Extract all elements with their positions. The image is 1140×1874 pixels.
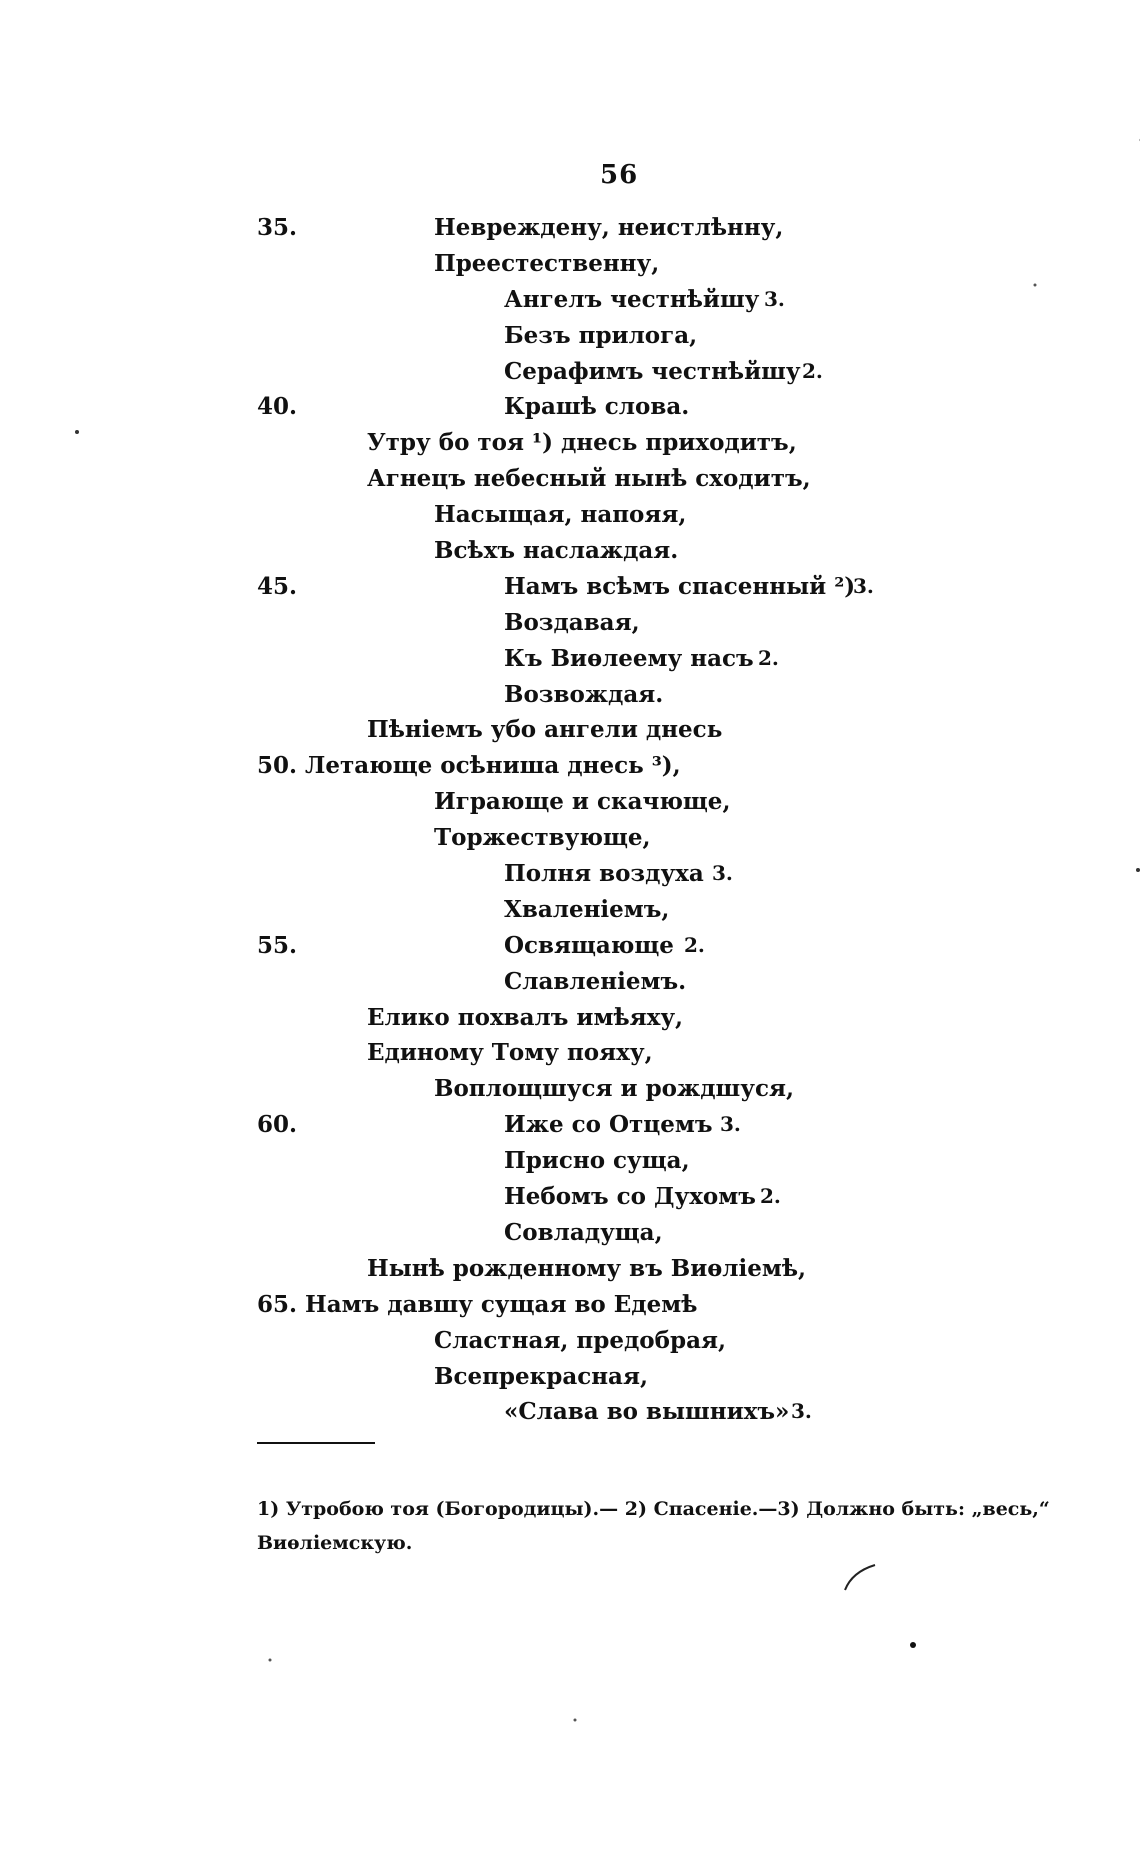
line-text: Елико похвалъ имѣяху,	[367, 1003, 684, 1031]
poem-line	[0, 712, 1140, 748]
line-text: Всѣхъ наслаждая.	[434, 537, 679, 565]
line-text: Славленіемъ.	[504, 967, 687, 995]
line-number: 40.	[257, 393, 298, 421]
poem-line	[0, 461, 1140, 497]
line-text: Нынѣ рожденному въ Виѳліемѣ,	[367, 1254, 807, 1282]
line-number: 55.	[257, 931, 298, 959]
poem-line	[0, 569, 1140, 605]
poem-line	[0, 1000, 1140, 1036]
line-number: 35.	[257, 214, 298, 241]
line-text: Присно суща,	[504, 1147, 690, 1175]
poem-line	[0, 1035, 1140, 1071]
line-text: Играюще и скачюще,	[434, 788, 731, 816]
line-text: Летающе осѣниша днесь ³),	[305, 752, 681, 780]
line-text: Крашѣ слова.	[504, 393, 690, 421]
poem-line	[0, 784, 1140, 820]
repeat-marker: 3.	[720, 1112, 741, 1137]
poem-line	[0, 425, 1140, 461]
line-text: Хваленіемъ,	[504, 895, 670, 923]
poem-line	[0, 1323, 1140, 1359]
poem-line	[0, 1179, 1140, 1215]
line-text: Иже со Отцемъ	[504, 1111, 713, 1139]
poem-line	[0, 1071, 1140, 1107]
line-number: 65.	[257, 1290, 298, 1318]
poem-line	[0, 1251, 1140, 1287]
line-text: Ангелъ честнѣйшу	[504, 285, 760, 313]
poem-line	[0, 1215, 1140, 1251]
poem-line	[0, 820, 1140, 856]
poem-line	[0, 605, 1140, 641]
poem-line	[0, 389, 1140, 425]
poem-line	[0, 282, 1140, 318]
line-text: Всепрекрасная,	[434, 1362, 648, 1390]
line-text: Совладуща,	[504, 1218, 663, 1246]
poem-line	[0, 856, 1140, 892]
poem-line	[0, 748, 1140, 784]
repeat-marker: 2.	[802, 358, 823, 383]
line-text: Торжествующе,	[434, 824, 651, 852]
poem-line	[0, 246, 1140, 282]
line-number: 50.	[257, 752, 298, 780]
repeat-marker: 3.	[791, 1399, 812, 1424]
line-text: Возвождая.	[504, 680, 664, 708]
poem-line	[0, 892, 1140, 928]
line-text: Серафимъ честнѣйшу	[504, 357, 801, 385]
line-text: Полня воздуха	[504, 860, 704, 888]
line-text: Небомъ со Духомъ	[504, 1183, 756, 1211]
repeat-marker: 3.	[764, 286, 785, 311]
repeat-marker: 3.	[712, 861, 733, 886]
line-text: Преестественну,	[434, 249, 660, 277]
line-text: Воздавая,	[504, 608, 640, 636]
poem-line	[0, 1287, 1140, 1323]
line-text: Воплощшуся и рождшуся,	[434, 1075, 794, 1103]
poem-line	[0, 964, 1140, 1000]
line-number: 60.	[257, 1111, 298, 1139]
line-text: Агнецъ небесный нынѣ сходитъ,	[367, 465, 811, 493]
poem-line	[0, 533, 1140, 569]
line-number: 45.	[257, 572, 298, 600]
poem-line	[0, 1143, 1140, 1179]
repeat-marker: 2.	[758, 645, 779, 670]
footnote-divider	[257, 1442, 375, 1444]
poem-line	[0, 497, 1140, 533]
poem-line	[0, 1394, 1140, 1430]
line-text: Намъ всѣмъ спасенный ²)	[504, 572, 856, 600]
poem-line	[0, 928, 1140, 964]
footnote-line: 1) Утробою тоя (Богородицы).— 2) Спасеніе.—3) Должно быть: „весь,“	[257, 1498, 1050, 1520]
line-text: Невреждену, неистлѣнну,	[434, 214, 784, 241]
poem-line	[0, 1359, 1140, 1395]
repeat-marker: 3.	[853, 573, 874, 598]
poem-line	[0, 677, 1140, 713]
line-text: «Слава во вышнихъ»	[504, 1398, 790, 1426]
line-text: Утру бо тоя ¹) днесь приходитъ,	[367, 429, 797, 457]
poem-line	[0, 318, 1140, 354]
footnotes	[257, 1492, 1050, 1560]
repeat-marker: 2.	[760, 1184, 781, 1209]
page-number: 56	[600, 160, 639, 190]
poem-line	[0, 354, 1140, 390]
repeat-marker: 2.	[684, 932, 705, 957]
line-text: Пѣніемъ убо ангели днесь	[367, 716, 723, 744]
poem-line	[0, 210, 1140, 246]
line-text: Къ Виѳлеему насъ	[504, 644, 754, 672]
line-text: Насыщая, напояя,	[434, 501, 687, 529]
poem-text	[0, 210, 1140, 1430]
line-text: Освящающе	[504, 931, 674, 959]
poem-line	[0, 641, 1140, 677]
line-text: Намъ давшу сущая во Едемѣ	[305, 1290, 698, 1318]
line-text: Безъ прилога,	[504, 321, 698, 349]
line-text: Сластная, предобрая,	[434, 1326, 726, 1354]
poem-line	[0, 1107, 1140, 1143]
line-text: Единому Тому пояху,	[367, 1039, 653, 1067]
footnote-line: Виѳліемскую.	[257, 1532, 413, 1554]
